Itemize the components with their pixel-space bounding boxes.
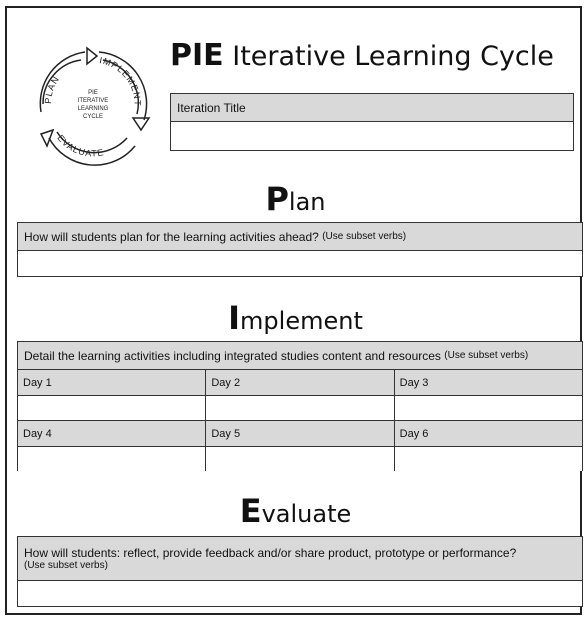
day-cell	[206, 370, 394, 420]
iteration-title-field[interactable]	[171, 122, 573, 150]
day-4-field[interactable]	[18, 447, 205, 471]
worksheet-page	[5, 6, 582, 615]
evaluate-prompt: How will students: reflect, provide feedback and/or share product, prototype or performance?	[24, 546, 517, 560]
day-5-field[interactable]	[206, 447, 393, 471]
day-6-field[interactable]	[395, 447, 582, 471]
day-label: Day 5	[206, 421, 393, 447]
iteration-title-box	[170, 93, 574, 151]
plan-prompt: How will students plan for the learning activities ahead?	[24, 229, 319, 244]
title-rest: Iterative Learning Cycle	[223, 41, 554, 72]
plan-arc-label: PLAN	[42, 73, 62, 105]
day-label: Day 2	[206, 370, 393, 396]
plan-answer-field[interactable]	[18, 251, 582, 276]
implement-arc-label: IMPLEMENT	[98, 55, 143, 107]
day-label: Day 4	[18, 421, 205, 447]
implement-heading: Implement	[228, 299, 363, 337]
evaluate-heading: Evaluate	[239, 492, 352, 530]
pie-cycle-logo	[23, 34, 163, 174]
day-cell	[395, 421, 582, 471]
page-title	[170, 36, 570, 76]
evaluate-box	[17, 536, 583, 607]
evaluate-arc-label: EVALUATE	[55, 132, 106, 159]
iteration-title-label: Iteration Title	[171, 94, 573, 122]
day-cell	[18, 370, 206, 420]
plan-prompt-row	[18, 223, 582, 251]
logo-center-line-2: ITERATIVE	[77, 98, 109, 104]
title-prefix: PIE	[170, 38, 224, 73]
plan-heading: Plan	[265, 180, 326, 218]
day-cell	[18, 421, 206, 471]
evaluate-answer-field[interactable]	[18, 581, 582, 606]
logo-center-line-1: PIE	[88, 90, 98, 96]
logo-center-line-4: CYCLE	[82, 114, 104, 120]
plan-note: (Use subset verbs)	[322, 231, 407, 242]
day-3-field[interactable]	[395, 396, 582, 420]
logo-center-line-3: LEARNING	[77, 106, 109, 112]
day-label: Day 1	[18, 370, 205, 396]
days-row-2	[18, 421, 582, 471]
days-row-1	[18, 370, 582, 421]
day-2-field[interactable]	[206, 396, 393, 420]
evaluate-prompt-row	[18, 537, 582, 581]
day-cell	[206, 421, 394, 471]
implement-box	[17, 341, 583, 471]
implement-prompt-row	[18, 342, 582, 370]
day-1-field[interactable]	[18, 396, 205, 420]
day-label: Day 3	[395, 370, 582, 396]
implement-prompt: Detail the learning activities including integrated studies content and resources	[24, 348, 441, 363]
day-cell	[395, 370, 582, 420]
implement-note: (Use subset verbs)	[444, 350, 529, 361]
plan-box	[17, 222, 583, 277]
evaluate-note: (Use subset verbs)	[24, 560, 108, 571]
day-label: Day 6	[395, 421, 582, 447]
